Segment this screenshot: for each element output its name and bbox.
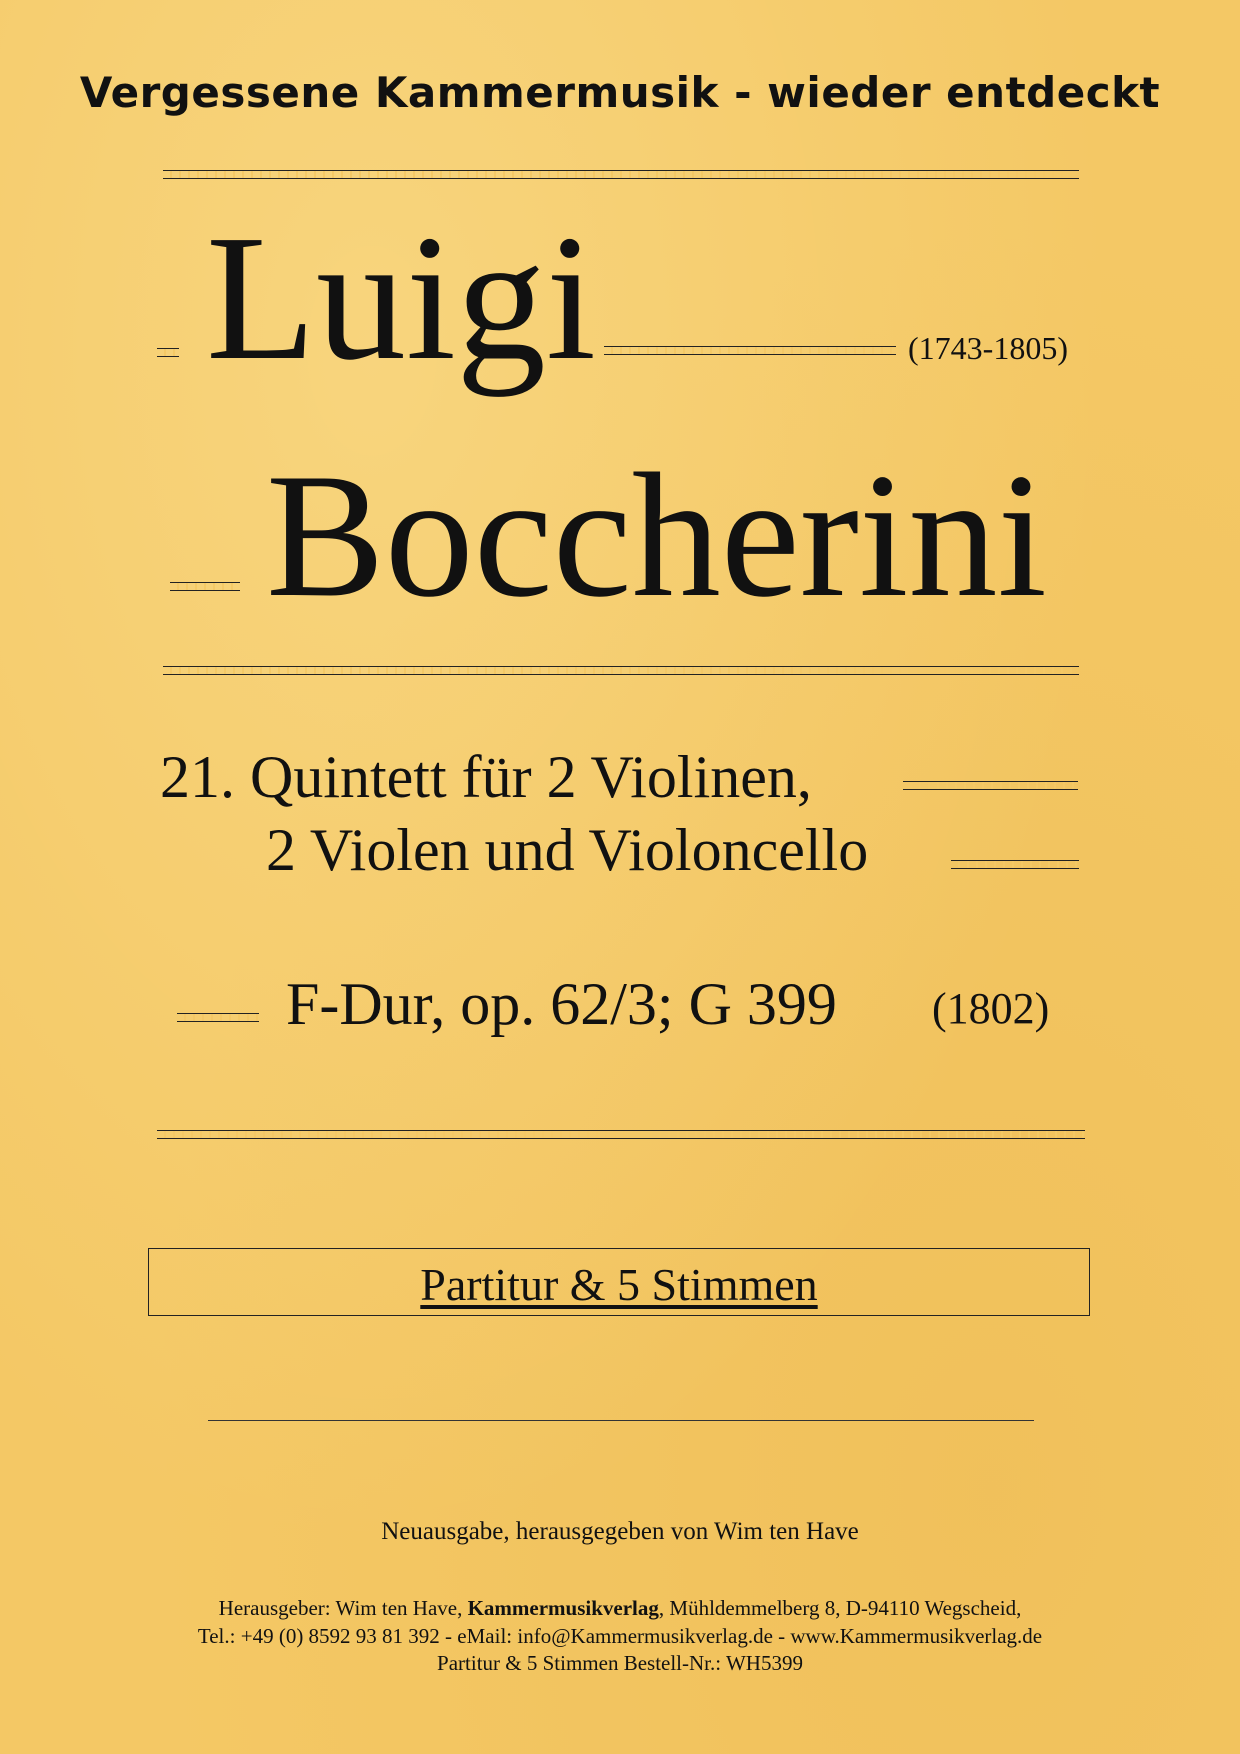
divider-rule [157,1130,1085,1139]
work-title-line-1: 21. Quintett für 2 Violinen, [160,744,812,810]
divider-rule [604,346,896,355]
publisher-name: Herausgeber: Wim ten Have, [218,1596,468,1620]
divider-rule [903,781,1078,790]
series-title: Vergessene Kammermusik - wieder entdeckt [79,68,1161,117]
publisher-line-2: Tel.: +49 (0) 8592 93 81 392 - eMail: info@Kammermusikverlag.de - www.Kammermusikverlag.de [197,1624,1043,1648]
work-key-catalog: F-Dur, op. 62/3; G 399 [286,971,837,1037]
publisher-line-3: Partitur & 5 Stimmen Bestell-Nr.: WH5399 [437,1651,803,1675]
editor-note: Neuausgabe, herausgegeben von Wim ten Have [381,1518,859,1545]
composer-lifespan: (1743-1805) [908,330,1068,366]
publisher-line-1 [0,1596,1240,1621]
divider-rule [163,170,1079,179]
work-year: (1802) [932,984,1050,1033]
divider-rule [951,860,1079,869]
publisher-company: Kammermusikverlag [467,1596,659,1620]
divider-rule [157,348,179,357]
divider-rule [163,666,1079,675]
edition-box [148,1248,1090,1316]
work-title-line-2: 2 Violen und Violoncello [266,817,869,883]
publisher-address: , Mühldemmelberg 8, D-94110 Wegscheid, [658,1596,1022,1620]
composer-first-name: Luigi [206,198,596,397]
edition-label: Partitur & 5 Stimmen [420,1259,818,1310]
divider-rule [170,582,240,591]
composer-last-name: Boccherini [266,436,1047,634]
signature-line [208,1420,1034,1421]
divider-rule [177,1013,259,1022]
